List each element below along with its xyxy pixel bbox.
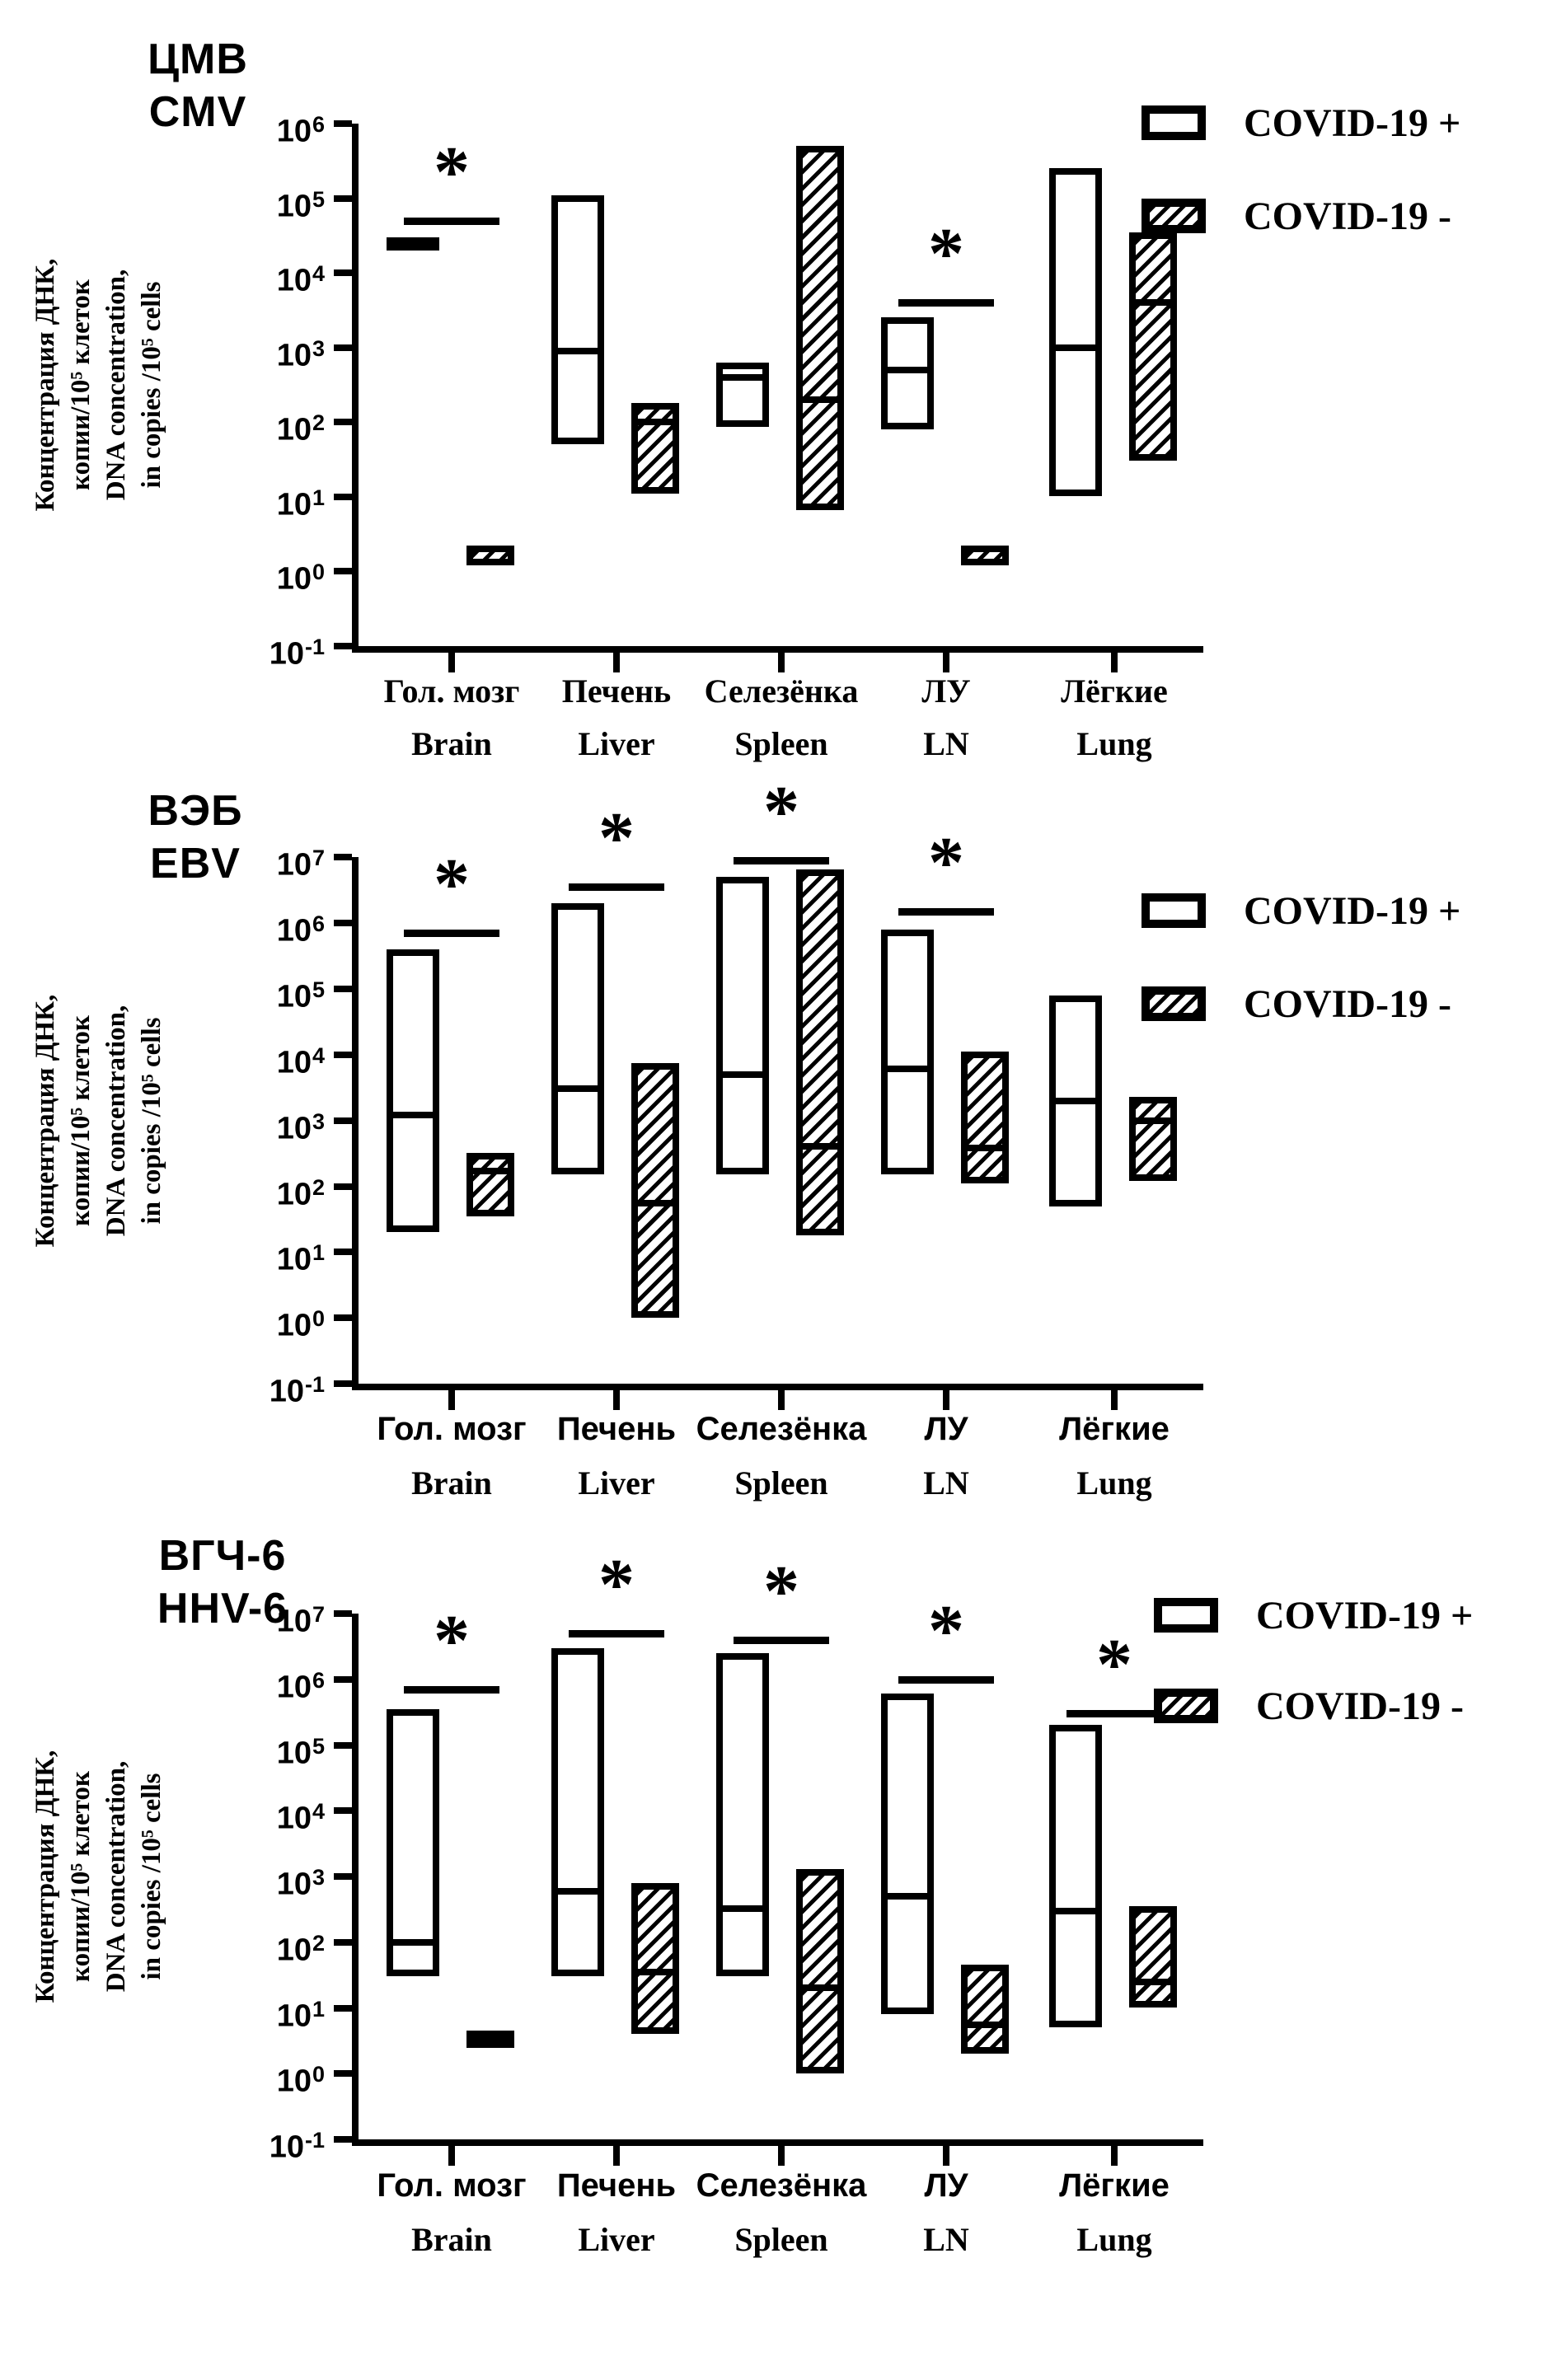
median-line: [716, 1905, 769, 1912]
median-line: [1049, 1098, 1102, 1104]
x-tick: [778, 653, 785, 672]
chart-title-en: EBV: [150, 840, 241, 888]
median-line: [551, 1888, 604, 1895]
x-category-label-ru: Лёгкие: [1059, 1411, 1170, 1447]
y-tick: [334, 643, 352, 649]
y-axis-line: [352, 124, 359, 653]
x-category-label-en: Brain: [411, 725, 492, 762]
significance-bar-spleen: [734, 857, 829, 864]
x-tick: [943, 1390, 949, 1410]
median-line: [1129, 1117, 1177, 1124]
median-line: [631, 419, 679, 425]
chart-title-en: HHV-6: [157, 1585, 288, 1633]
y-tick: [334, 1807, 352, 1814]
legend-label: COVID-19 +: [1244, 101, 1461, 145]
significance-bar-liver: [569, 1630, 664, 1637]
y-tick-label: $10^5$: [276, 1733, 325, 1771]
significance-bar-lung: [1066, 1710, 1162, 1717]
x-tick: [943, 2146, 949, 2166]
box-covid-negative-ln: [961, 1965, 1009, 2054]
box-covid-positive-liver: [551, 195, 604, 444]
chart-title-hhv6: [91, 1530, 354, 1639]
x-category-label-en: Brain: [411, 2221, 492, 2258]
open-box-icon: [1154, 1598, 1218, 1633]
y-tick-label: $10^6$: [276, 112, 325, 149]
y-axis-label-line: копии/10⁵ клеток: [66, 279, 96, 490]
y-tick: [334, 120, 352, 127]
median-line: [881, 1066, 934, 1072]
x-tick: [613, 1390, 620, 1410]
x-tick: [613, 2146, 620, 2166]
legend-item-covid-negative: [1154, 1684, 1464, 1727]
y-tick: [334, 1676, 352, 1683]
y-tick-label: $10^1$: [276, 1996, 325, 2034]
y-axis-line: [352, 857, 359, 1390]
box-covid-positive-ln: [881, 317, 934, 429]
x-category-label-en: Brain: [411, 1464, 492, 1502]
median-line: [466, 1168, 514, 1174]
x-category-label-ru: Печень: [556, 1411, 677, 1447]
box-covid-negative-spleen: [796, 1869, 844, 2073]
y-tick-label: $10^3$: [276, 1108, 325, 1146]
x-category-label-ru: Селезёнка: [704, 672, 859, 710]
median-line: [631, 1200, 679, 1206]
x-category-label-en: Liver: [578, 725, 655, 762]
median-line: [1129, 1979, 1177, 1985]
y-tick-label: $10^2$: [276, 1174, 325, 1212]
x-tick: [1111, 653, 1118, 672]
y-tick-label: $10^6$: [276, 1667, 325, 1705]
y-axis-label-line: in copies /10⁵ cells: [137, 281, 166, 489]
y-tick: [334, 1117, 352, 1124]
y-axis-label-cmv: [28, 105, 173, 665]
y-axis-label-line: DNA concentration,: [101, 1005, 131, 1237]
median-line: [796, 1984, 844, 1991]
chart-title-ru: ВГЧ-6: [158, 1532, 287, 1580]
y-tick-label: $10^0$: [276, 2062, 325, 2099]
x-category-label-ru: Селезёнка: [696, 1411, 867, 1447]
x-axis-line: [352, 1384, 1203, 1390]
y-axis-label-line: in copies /10⁵ cells: [137, 1017, 166, 1225]
y-tick-label: $10^1$: [276, 1240, 325, 1278]
legend-label: COVID-19 +: [1256, 1593, 1474, 1637]
box-covid-negative-liver: [631, 1883, 679, 2035]
y-tick: [334, 854, 352, 860]
median-line: [716, 1071, 769, 1078]
legend-item-covid-negative: [1141, 982, 1451, 1025]
median-line: [961, 2022, 1009, 2028]
chart-title-en: CMV: [148, 88, 247, 136]
box-covid-negative-liver: [631, 1063, 679, 1319]
x-category-label-en: Spleen: [734, 725, 828, 762]
x-category-label-ru: Гол. мозг: [377, 2167, 527, 2204]
y-axis-label-ebv: [28, 841, 173, 1401]
legend-item-covid-negative: [1141, 194, 1451, 237]
x-tick: [778, 1390, 785, 1410]
y-axis-label-hhv6: [28, 1596, 173, 2157]
legend-item-covid-positive: [1141, 101, 1460, 144]
y-axis-label-line: in copies /10⁵ cells: [137, 1773, 166, 1980]
box-covid-positive-spleen: [716, 363, 769, 427]
x-category-label-ru: Гол. мозг: [383, 672, 520, 710]
x-category-label-en: Spleen: [734, 1464, 828, 1502]
chart-title-cmv: [74, 33, 321, 138]
chart-title-ru: ЦМВ: [148, 35, 248, 83]
y-tick: [334, 1873, 352, 1880]
x-category-label-ru: Лёгкие: [1061, 672, 1168, 710]
box-covid-negative-ln: [961, 546, 1009, 565]
legend-item-covid-positive: [1154, 1594, 1473, 1637]
box-covid-negative-brain: [466, 546, 514, 565]
x-tick: [1111, 1390, 1118, 1410]
legend-label: COVID-19 -: [1256, 1684, 1464, 1728]
y-tick-label: $10^2$: [276, 1930, 325, 1968]
x-tick: [1111, 2146, 1118, 2166]
significance-asterisk-spleen: *: [763, 1551, 799, 1632]
box-covid-negative-spleen: [796, 869, 844, 1235]
y-tick: [334, 986, 352, 992]
significance-bar-brain: [404, 218, 499, 225]
x-category-label-en: Lung: [1076, 1464, 1152, 1502]
median-line: [387, 1112, 439, 1118]
x-tick: [943, 653, 949, 672]
significance-asterisk-brain: *: [434, 1601, 470, 1682]
legend-label: COVID-19 -: [1244, 194, 1451, 238]
box-covid-negative-liver: [631, 403, 679, 494]
median-line: [387, 1939, 439, 1946]
box-covid-positive-ln: [881, 930, 934, 1175]
y-tick: [334, 494, 352, 500]
open-box-icon: [1141, 893, 1206, 928]
y-tick: [334, 344, 352, 351]
y-tick: [334, 1052, 352, 1058]
box-covid-positive-liver: [551, 1648, 604, 1977]
x-category-label-en: Lung: [1076, 2221, 1152, 2258]
y-tick-label: $10^5$: [276, 977, 325, 1014]
box-covid-negative-brain: [466, 2031, 514, 2047]
y-tick-label: $10^{-1}$: [269, 2128, 325, 2165]
box-covid-positive-spleen: [716, 877, 769, 1174]
box-covid-negative-spleen: [796, 146, 844, 510]
significance-bar-ln: [898, 908, 994, 916]
x-category-label-ru: Печень: [561, 672, 672, 710]
y-tick: [334, 419, 352, 425]
x-tick: [613, 653, 620, 672]
y-tick-label: $10^4$: [276, 1042, 325, 1080]
x-tick: [448, 2146, 455, 2166]
median-line: [551, 348, 604, 354]
box-covid-negative-lung: [1129, 232, 1177, 461]
y-tick-label: $10^7$: [276, 1602, 325, 1639]
y-tick-label: $10^7$: [276, 846, 325, 883]
significance-asterisk-ln: *: [928, 214, 964, 294]
box-covid-positive-lung: [1049, 996, 1102, 1206]
significance-bar-brain: [404, 930, 499, 937]
x-axis-line: [352, 646, 1203, 653]
hatched-box-icon: [1141, 199, 1206, 233]
legend-item-covid-positive: [1141, 889, 1460, 932]
median-line: [551, 1085, 604, 1092]
y-tick-label: $10^0$: [276, 1306, 325, 1343]
significance-bar-ln: [898, 299, 994, 307]
box-covid-negative-ln: [961, 1052, 1009, 1183]
y-tick-label: $10^2$: [276, 410, 325, 447]
legend-label: COVID-19 +: [1244, 888, 1461, 933]
significance-bar-brain: [404, 1686, 499, 1694]
median-line: [961, 1145, 1009, 1151]
x-category-label-ru: Гол. мозг: [377, 1411, 527, 1447]
x-category-label-en: LN: [923, 2221, 969, 2258]
open-box-icon: [1141, 105, 1206, 140]
significance-asterisk-ln: *: [928, 822, 964, 903]
x-tick: [778, 2146, 785, 2166]
y-tick: [334, 2070, 352, 2077]
x-tick: [448, 653, 455, 672]
significance-asterisk-liver: *: [598, 1545, 635, 1625]
chart-title-ru: ВЭБ: [148, 787, 243, 835]
x-axis-line: [352, 2139, 1203, 2146]
significance-asterisk-spleen: *: [763, 771, 799, 852]
median-line: [1129, 299, 1177, 306]
y-axis-label-line: Концентрация ДНК,: [30, 994, 60, 1248]
x-category-label-en: Liver: [578, 2221, 655, 2258]
box-covid-positive-brain: [387, 1709, 439, 1976]
y-axis-label-line: копии/10⁵ клеток: [66, 1771, 96, 1982]
significance-bar-ln: [898, 1676, 994, 1684]
y-tick: [334, 920, 352, 926]
median-line: [716, 374, 769, 381]
box-covid-negative-lung: [1129, 1097, 1177, 1181]
median-line: [881, 367, 934, 373]
box-covid-positive-lung: [1049, 1725, 1102, 2027]
significance-asterisk-brain: *: [434, 132, 470, 213]
y-tick-label: $10^1$: [276, 485, 325, 522]
box-covid-negative-brain: [466, 1153, 514, 1216]
box-covid-positive-brain: [387, 237, 439, 251]
y-tick: [334, 1939, 352, 1946]
y-tick: [334, 568, 352, 574]
y-tick: [334, 2005, 352, 2012]
y-tick-label: $10^0$: [276, 560, 325, 597]
median-line: [796, 1143, 844, 1150]
y-tick: [334, 1742, 352, 1749]
median-line: [881, 1893, 934, 1900]
box-covid-positive-ln: [881, 1694, 934, 2014]
median-line: [796, 396, 844, 403]
box-covid-positive-brain: [387, 949, 439, 1233]
y-tick-label: $10^6$: [276, 911, 325, 949]
x-category-label-en: Lung: [1076, 725, 1152, 762]
hatched-box-icon: [1154, 1689, 1218, 1723]
y-tick: [334, 1249, 352, 1255]
chart-title-ebv: [72, 785, 319, 890]
legend-label: COVID-19 -: [1244, 982, 1451, 1026]
y-tick-label: $10^{-1}$: [269, 1372, 325, 1409]
x-category-label-en: LN: [923, 1464, 969, 1502]
significance-asterisk-ln: *: [928, 1591, 964, 1671]
significance-bar-liver: [569, 883, 664, 891]
significance-asterisk-liver: *: [598, 799, 635, 879]
y-axis-line: [352, 1614, 359, 2146]
median-line: [1049, 344, 1102, 351]
y-tick-label: $10^3$: [276, 1865, 325, 1902]
y-tick-label: $10^4$: [276, 261, 325, 298]
y-tick: [334, 1314, 352, 1321]
box-covid-positive-lung: [1049, 168, 1102, 496]
y-tick-label: $10^{-1}$: [269, 634, 325, 672]
box-covid-positive-spleen: [716, 1653, 769, 1976]
y-tick: [334, 1610, 352, 1617]
y-tick: [334, 2136, 352, 2143]
median-line: [631, 1969, 679, 1975]
box-covid-negative-lung: [1129, 1906, 1177, 2008]
y-tick: [334, 269, 352, 276]
x-category-label-ru: ЛУ: [924, 1411, 968, 1447]
y-tick: [334, 1183, 352, 1190]
x-category-label-ru: ЛУ: [924, 2167, 968, 2204]
y-tick-label: $10^5$: [276, 186, 325, 224]
y-axis-label-line: DNA concentration,: [101, 269, 131, 501]
x-tick: [448, 1390, 455, 1410]
x-category-label-en: Liver: [578, 1464, 655, 1502]
x-category-label-ru: Селезёнка: [696, 2167, 867, 2204]
y-axis-label-line: копии/10⁵ клеток: [66, 1015, 96, 1226]
y-axis-label-line: DNA concentration,: [101, 1760, 131, 1993]
significance-asterisk-brain: *: [434, 845, 470, 925]
y-axis-label-line: Концентрация ДНК,: [30, 1750, 60, 2003]
x-category-label-en: LN: [923, 725, 969, 762]
x-category-label-ru: ЛУ: [921, 672, 971, 710]
x-category-label-ru: Печень: [556, 2167, 677, 2204]
hatched-box-icon: [1141, 986, 1206, 1021]
box-covid-positive-liver: [551, 903, 604, 1175]
x-category-label-ru: Лёгкие: [1059, 2167, 1170, 2204]
x-category-label-en: Spleen: [734, 2221, 828, 2258]
significance-asterisk-lung: *: [1096, 1625, 1132, 1706]
significance-bar-spleen: [734, 1637, 829, 1644]
y-tick-label: $10^4$: [276, 1799, 325, 1836]
y-tick-label: $10^3$: [276, 335, 325, 373]
y-tick: [334, 195, 352, 202]
y-axis-label-line: Концентрация ДНК,: [30, 258, 60, 512]
y-tick: [334, 1380, 352, 1387]
median-line: [1049, 1908, 1102, 1914]
